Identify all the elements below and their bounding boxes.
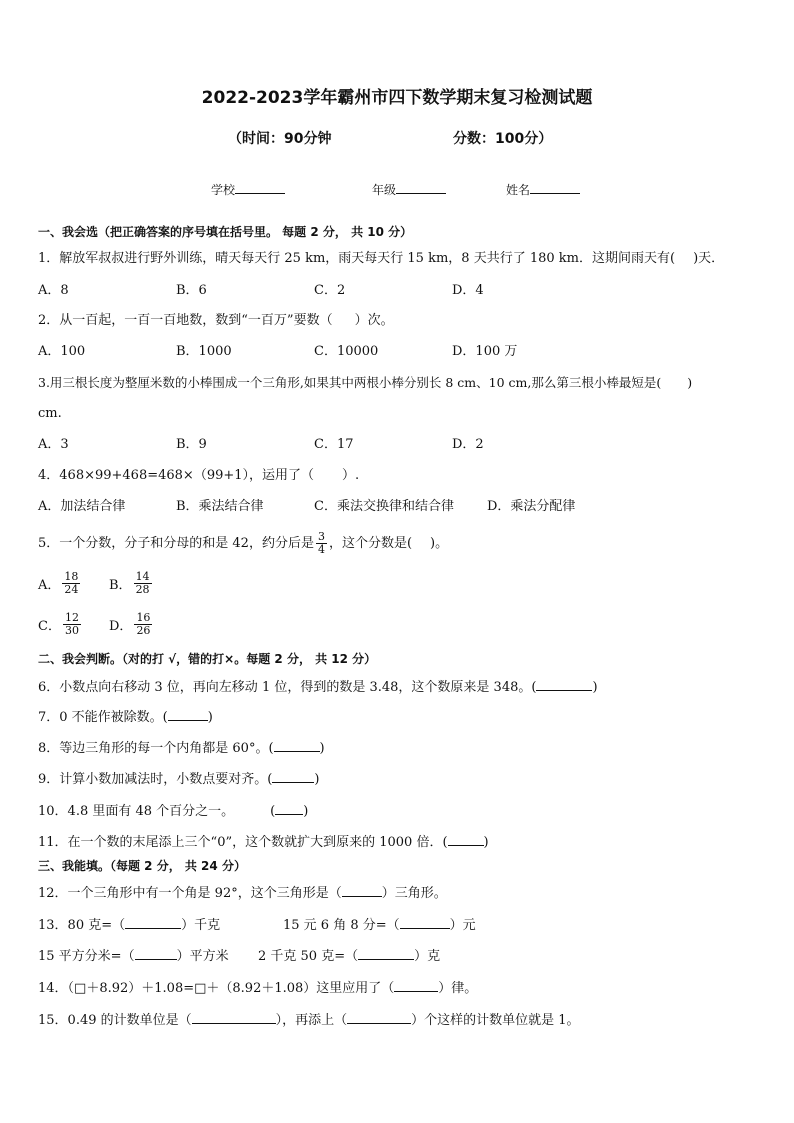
q12-text-b: ）三角形。 (381, 886, 447, 901)
q5-fraction-denominator: 4 (317, 543, 325, 556)
q14-text-b: ）律。 (438, 981, 478, 996)
q2-option-d[interactable]: D．100 万 (452, 344, 518, 359)
q1-text: 1．解放军叔叔进行野外训练，晴天每天行 25 km，雨天每天行 15 km，8 天共行了 180 km．这期间雨天有( (38, 251, 676, 266)
question-13-part-3 (38, 947, 229, 965)
q5-option-b[interactable] (109, 571, 154, 596)
question-14 (38, 979, 477, 997)
q5-option-d-numerator: 16 (136, 611, 151, 624)
q15-blank-2[interactable] (347, 1011, 411, 1024)
grade-blank[interactable] (396, 181, 446, 194)
q5-option-b-label: B． (109, 578, 132, 593)
q13-text-f: ）平方米 (176, 949, 229, 964)
section3-heading: 三、我能填。（每题 2 分， 共 24 分） (38, 859, 246, 873)
q10-blank[interactable] (275, 802, 303, 815)
question-8: 8．等边三角形的每一个内角都是 60°。( ) (38, 741, 325, 756)
school-blank[interactable] (235, 181, 285, 194)
q3-unit: cm. (38, 406, 62, 421)
q13-text-c: 15 元 6 角 8 分=（ (283, 918, 400, 933)
question-13-part-1 (38, 916, 220, 934)
school-label: 学校 (211, 183, 236, 197)
q12-text-a: 12．一个三角形中有一个角是 92°，这个三角形是（ (38, 886, 342, 901)
name-label: 姓名 (506, 183, 531, 197)
q7-text: 7．0 不能作被除数。( (38, 710, 168, 725)
q8-text: 8．等边三角形的每一个内角都是 60°。( (38, 741, 274, 756)
q2-option-c[interactable]: C．10000 (314, 344, 379, 359)
question-7: 7．0 不能作被除数。( ) (38, 710, 213, 725)
q5-option-c-fraction (63, 612, 81, 637)
q14-blank[interactable] (394, 979, 438, 992)
question-5 (38, 530, 448, 558)
q5-option-a-label: A． (38, 578, 61, 593)
q13-blank-1[interactable] (125, 916, 181, 929)
q3-option-a[interactable]: A．3 (38, 437, 69, 452)
q12-blank[interactable] (342, 884, 382, 897)
q4-option-a[interactable]: A．加法结合律 (38, 499, 126, 514)
q8-blank[interactable] (274, 739, 320, 752)
q5-option-c-numerator: 12 (64, 611, 79, 624)
q5-fraction (316, 531, 327, 556)
question-6: 6．小数点向右移动 3 位，再向左移动 1 位，得到的数是 3.48，这个数原来是 348。( ) (38, 680, 598, 695)
q5-end: )。 (430, 536, 449, 551)
q13-blank-2[interactable] (400, 916, 450, 929)
q1-option-c[interactable]: C．2 (314, 283, 346, 298)
q5-text-b: ，这个分数是( (328, 536, 413, 551)
section2-heading: 二、我会判断。（对的打 √，错的打×。每题 2 分， 共 12 分） (38, 652, 377, 666)
q13-text-e: 15 平方分米=（ (38, 949, 135, 964)
q5-option-c-label: C． (38, 619, 61, 634)
q5-option-d-denominator: 26 (136, 624, 151, 637)
grade-label: 年级 (372, 183, 397, 197)
q15-text-c: ）个这样的计数单位就是 1。 (411, 1013, 580, 1028)
question-2 (38, 313, 394, 329)
exam-score: 分数：100分） (453, 131, 553, 147)
question-1 (38, 251, 724, 267)
q11-blank[interactable] (448, 833, 484, 846)
question-9: 9．计算小数加减法时，小数点要对齐。( ) (38, 772, 320, 787)
q5-text-a: 5．一个分数，分子和分母的和是 42，约分后是 (38, 536, 314, 551)
q5-option-a-fraction (62, 571, 80, 596)
grade-field[interactable] (372, 181, 446, 198)
question-13-part-2 (283, 916, 476, 934)
q4-option-d[interactable]: D．乘法分配律 (487, 499, 576, 514)
q5-option-d-label: D． (109, 619, 133, 634)
q13-text-b: ）千克 (181, 918, 221, 933)
q11-text: 11．在一个数的末尾添上三个“0”，这个数就扩大到原来的 1000 倍．( (38, 835, 448, 850)
q5-option-b-fraction (134, 571, 152, 596)
question-13-part-4 (258, 947, 440, 965)
q13-blank-4[interactable] (358, 947, 414, 960)
q6-blank[interactable] (536, 678, 592, 691)
q13-text-a: 13．80 克=（ (38, 918, 126, 933)
question-10: 10．4.8 里面有 48 个百分之一。 ( ) (38, 804, 309, 819)
question-3 (38, 375, 692, 391)
q2-option-a[interactable]: A．100 (38, 344, 86, 359)
q5-option-a[interactable] (38, 571, 82, 596)
q13-text-h: ）克 (414, 949, 441, 964)
q9-text: 9．计算小数加减法时，小数点要对齐。( (38, 772, 273, 787)
question-15 (38, 1011, 580, 1029)
question-11: 11．在一个数的末尾添上三个“0”，这个数就扩大到原来的 1000 倍．( ) (38, 835, 489, 850)
q10-text: 10．4.8 里面有 48 个百分之一。 (38, 804, 235, 819)
question-12 (38, 884, 447, 902)
q4-option-b[interactable]: B．乘法结合律 (176, 499, 264, 514)
q15-text-a: 15．0.49 的计数单位是（ (38, 1013, 192, 1028)
q3-text: 3.用三根长度为整厘米数的小棒围成一个三角形,如果其中两根小棒分别长 8 cm、10 cm,那么第三根小棒最短是( (38, 375, 662, 390)
q13-text-d: ）元 (449, 918, 476, 933)
q2-option-b[interactable]: B．1000 (176, 344, 232, 359)
q5-option-c-denominator: 30 (64, 624, 79, 637)
q9-blank[interactable] (272, 770, 314, 783)
q5-option-c[interactable] (38, 612, 83, 637)
q3-option-c[interactable]: C．17 (314, 437, 354, 452)
q2-text: 2．从一百起，一百一百地数，数到“一百万”要数（ (38, 313, 333, 328)
q3-option-d[interactable]: D．2 (452, 437, 484, 452)
q15-text-b: ），再添上（ (275, 1013, 348, 1028)
q5-option-b-denominator: 28 (135, 583, 150, 596)
q3-end: ) (687, 375, 693, 390)
q4-text: 4．468×99+468=468×（99+1），运用了（ (38, 468, 315, 483)
page-title: 2022-2023学年霸州市四下数学期末复习检测试题 (201, 88, 593, 108)
exam-time: （时间：90分钟 (228, 131, 332, 147)
question-4 (38, 468, 359, 484)
q13-text-g: 2 千克 50 克=（ (258, 949, 359, 964)
q3-option-b[interactable]: B．9 (176, 437, 207, 452)
q1-option-b[interactable]: B．6 (176, 283, 207, 298)
q4-option-c[interactable]: C．乘法交换律和结合律 (314, 499, 454, 514)
q6-text: 6．小数点向右移动 3 位，再向左移动 1 位，得到的数是 3.48，这个数原来是 348。( (38, 680, 537, 695)
q5-option-d-fraction (134, 612, 152, 637)
section1-heading: 一、我会选（把正确答案的序号填在括号里。 每题 2 分， 共 10 分） (38, 225, 413, 239)
q1-option-d[interactable]: D．4 (452, 283, 484, 298)
q15-blank-1[interactable] (192, 1011, 276, 1024)
q2-end: ）次。 (354, 313, 394, 328)
q4-end: ）. (342, 468, 360, 483)
q7-blank[interactable] (168, 708, 208, 721)
name-blank[interactable] (530, 181, 580, 194)
q13-blank-3[interactable] (135, 947, 177, 960)
q14-text-a: 14．（□＋8.92）＋1.08=□＋（8.92＋1.08）这里应用了（ (38, 981, 395, 996)
q5-option-a-numerator: 18 (64, 570, 79, 583)
q5-option-b-numerator: 14 (135, 570, 150, 583)
school-field[interactable] (211, 181, 285, 198)
q1-end: )天． (693, 251, 725, 266)
q5-fraction-numerator: 3 (317, 530, 325, 543)
q1-option-a[interactable]: A．8 (38, 283, 69, 298)
q5-option-a-denominator: 24 (64, 583, 79, 596)
q5-option-d[interactable] (109, 612, 154, 637)
name-field[interactable] (506, 181, 580, 198)
